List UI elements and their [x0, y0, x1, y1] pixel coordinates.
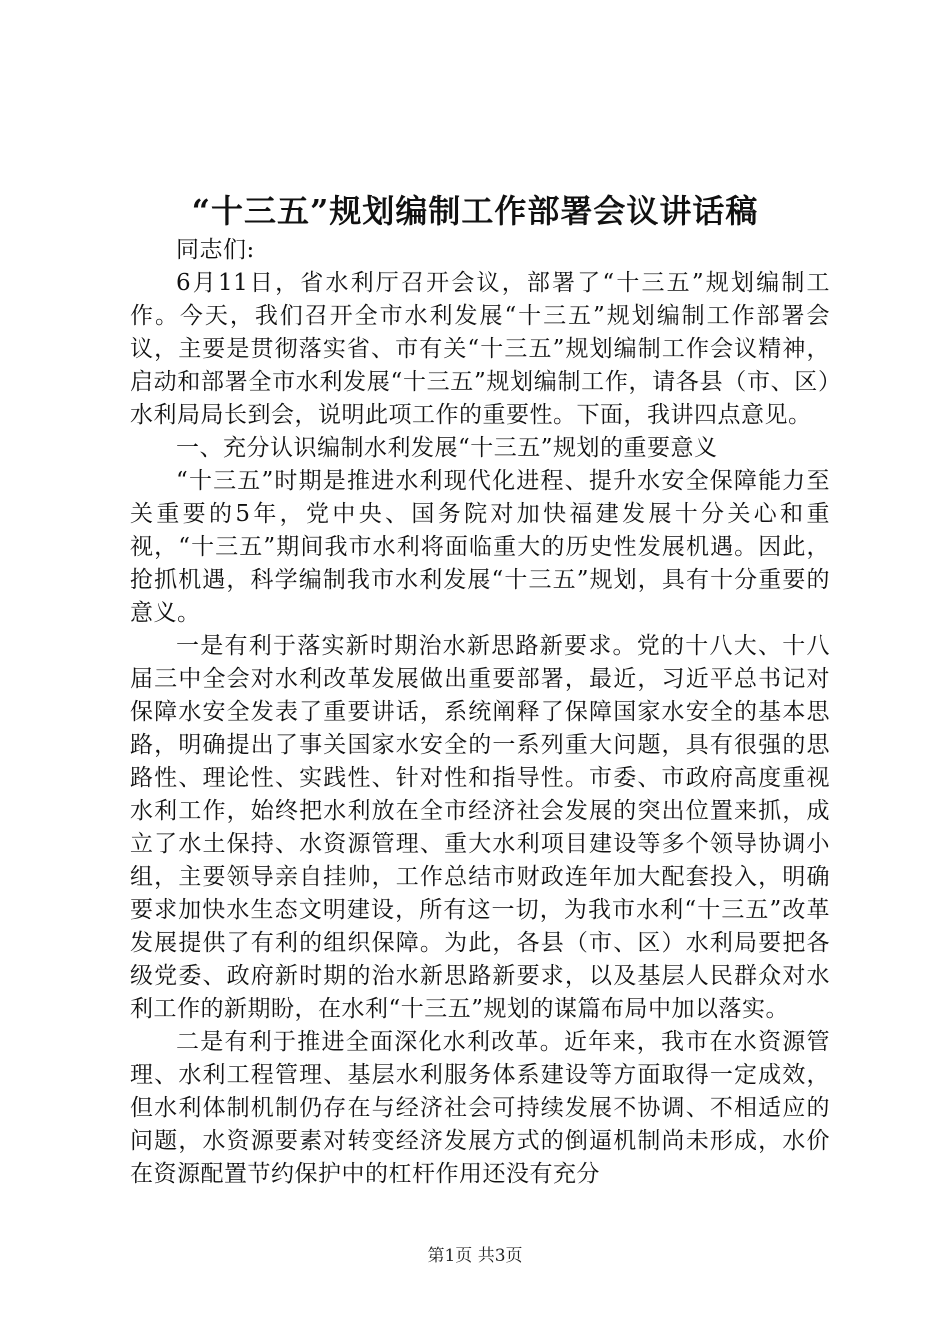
salutation: 同志们: — [176, 237, 255, 263]
page-number-footer: 第1页 共3页 — [427, 1246, 523, 1266]
body-paragraph: 6月11日，省水利厅召开会议，部署了“十三五”规划编制工作。今天，我们召开全市水利发展“十三五”规划编制工作部署会议，主要是贯彻落实省、市有关“十三五”规划编制工作会议精神，启动和部署全市水利发展“十三五”规划编制工作，请各县（市、区）水利局局长到会，说明此项工作的重要性。下面，我讲四点意见。 — [130, 270, 830, 428]
body-paragraph: 一是有利于落实新时期治水新思路新要求。党的十八大、十八届三中全会对水利改革发展做出重要部署，最近，习近平总书记对保障水安全发表了重要讲话，系统阐释了保障国家水安全的基本思路，明确提出了事关国家水安全的一系列重大问题，具有很强的思路性、理论性、实践性、针对性和指导性。市委、市政府高度重视水利工作，始终把水利放在全市经济社会发展的突出位置来抓，成立了水土保持、水资源管理、重大水利项目建设等多个领导协调小组，主要领导亲自挂帅，工作总结市财政连年加大配套投入，明确要求加快水生态文明建设，所有这一切，为我市水利“十三五”改革发展提供了有利的组织保障。为此，各县（市、区）水利局要把各级党委、政府新时期的治水新思路新要求，以及基层人民群众对水利工作的新期盼，在水利“十三五”规划的谋篇布局中加以落实。 — [130, 633, 830, 1022]
body-paragraph: 二是有利于推进全面深化水利改革。近年来，我市在水资源管理、水利工程管理、基层水利服务体系建设等方面取得一定成效，但水利体制机制仍存在与经济社会可持续发展不协调、不相适应的问题，水资源要素对转变经济发展方式的倒逼机制尚未形成，水价在资源配置节约保护中的杠杆作用还没有充分 — [130, 1029, 830, 1187]
document-body — [130, 234, 830, 1191]
document-title: “十三五”规划编制工作部署会议讲话稿 — [191, 192, 759, 230]
section-heading: 一、充分认识编制水利发展“十三五”规划的重要意义 — [176, 435, 718, 461]
body-paragraph: “十三五”时期是推进水利现代化进程、提升水安全保障能力至关重要的5年，党中央、国务院对加快福建发展十分关心和重视，“十三五”期间我市水利将面临重大的历史性发展机遇。因此，抢抓机遇，科学编制我市水利发展“十三五”规划，具有十分重要的意义。 — [130, 468, 830, 626]
